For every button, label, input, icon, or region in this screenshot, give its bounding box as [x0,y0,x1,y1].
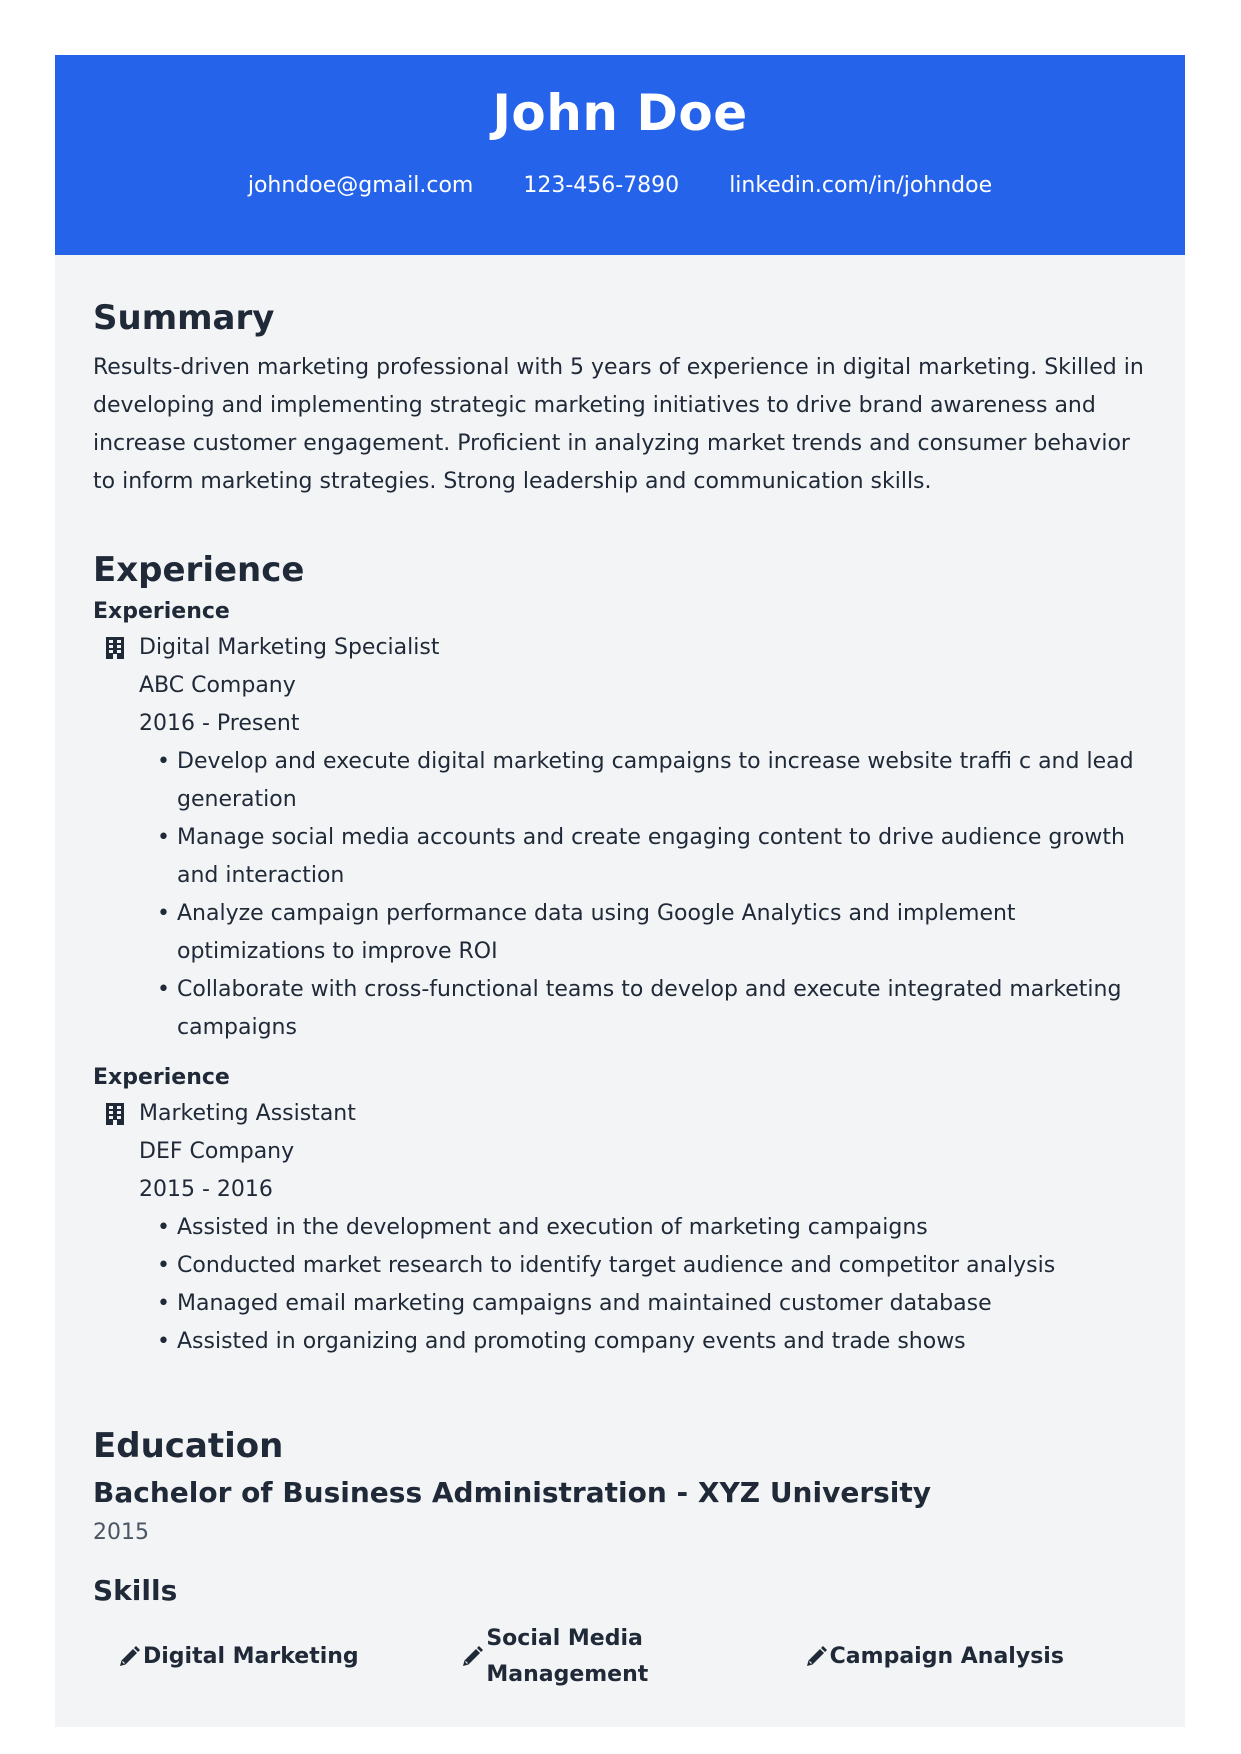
job-entry [93,1061,1147,1361]
list-item: • Analyze campaign performance data using Google Analytics and implement optimizations to improve ROI [177,895,1147,971]
job-label: Experience [93,1065,230,1090]
job-title: Digital Marketing Specialist [139,635,440,660]
pencil-icon [460,1645,484,1669]
resume-page [55,55,1185,1727]
skills-section [93,1571,1147,1693]
education-section [93,1423,1147,1553]
job-company: DEF Company [139,1139,295,1164]
list-item: • Collaborate with cross-functional teams to develop and execute integrated marketing campaigns [177,971,1147,1047]
list-item: • Manage social media accounts and create engaging content to drive audience growth and interaction [177,819,1147,895]
summary-section [93,295,1147,501]
skill-item [460,1621,803,1693]
job-title-row [93,629,1147,667]
resume-header [55,55,1185,255]
contact-info [55,173,1185,198]
linkedin: linkedin.com/in/johndoe [729,173,993,198]
building-icon [105,1103,125,1125]
job-label: Experience [93,599,230,624]
education-heading: Education [93,1426,284,1466]
job-company: ABC Company [139,673,296,698]
skill-item [117,1621,460,1693]
email: johndoe@gmail.com [247,173,474,198]
skill-label: Social Media Management [486,1626,649,1687]
job-title-row [93,1095,1147,1133]
job-dates: 2015 - 2016 [139,1177,273,1202]
summary-text: Results-driven marketing professional with 5 years of experience in digital marketing. Skilled in developing and implementing strategic marketing initiatives to drive brand awareness and increase customer engagement. Proficient in analyzing market trends and consumer behavior to inform marketing strategies. Strong leadership and communication skills. [93,355,1144,494]
list-item: • Conducted market research to identify target audience and competitor analysis [177,1247,1147,1285]
pencil-icon [117,1645,141,1669]
education-year: 2015 [93,1520,149,1545]
skill-label: Digital Marketing [143,1644,359,1669]
job-entry [93,595,1147,1047]
job-bullets [93,1209,1147,1361]
education-degree: Bachelor of Business Administration - XYZ University [93,1476,932,1509]
pencil-icon [804,1645,828,1669]
skills-list [93,1621,1147,1693]
job-title: Marketing Assistant [139,1101,356,1126]
job-dates: 2016 - Present [139,711,300,736]
skill-item [804,1621,1147,1693]
resume-content [55,255,1185,1693]
list-item: • Develop and execute digital marketing campaigns to increase website traffi c and lead generation [177,743,1147,819]
experience-heading: Experience [93,550,305,590]
skill-label: Campaign Analysis [829,1644,1064,1669]
skills-heading: Skills [93,1574,178,1607]
job-bullets [93,743,1147,1047]
candidate-name: John Doe [492,84,748,142]
list-item: • Assisted in the development and execution of marketing campaigns [177,1209,1147,1247]
experience-section [93,547,1147,1361]
list-item: • Assisted in organizing and promoting company events and trade shows [177,1323,1147,1361]
building-icon [105,637,125,659]
summary-heading: Summary [93,298,275,338]
list-item: • Managed email marketing campaigns and maintained customer database [177,1285,1147,1323]
phone: 123-456-7890 [523,173,680,198]
